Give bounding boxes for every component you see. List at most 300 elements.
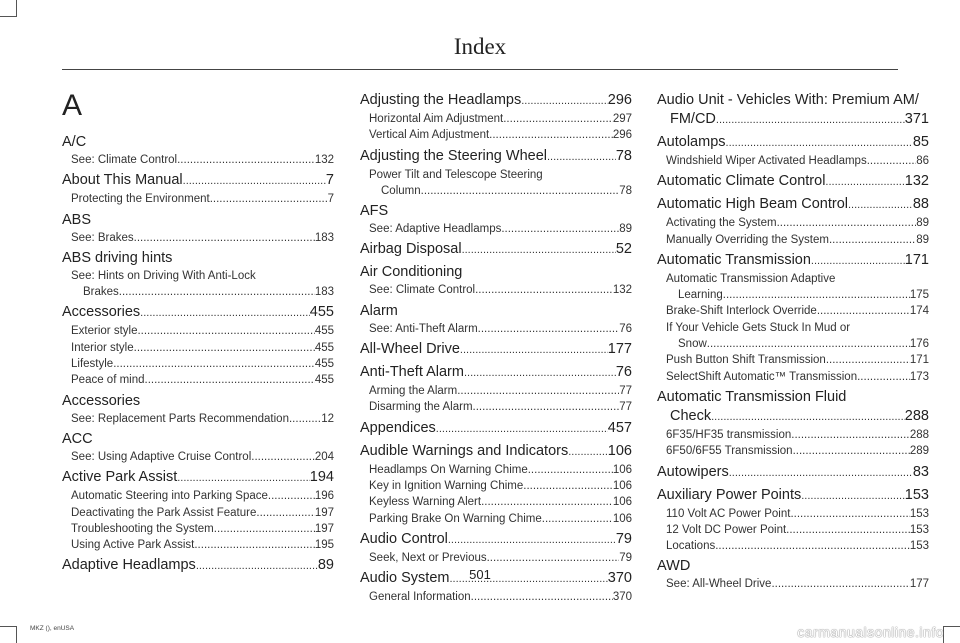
entry-text: Snow — [678, 338, 707, 351]
dot-leader — [478, 321, 620, 337]
index-entry — [657, 388, 929, 427]
entry-text: Autolamps — [657, 134, 726, 150]
entry-text: Key in Ignition Warning Chime — [369, 479, 524, 492]
dot-leader — [568, 443, 608, 462]
index-column-3 — [657, 88, 929, 593]
index-subentry — [360, 494, 632, 510]
page-reference: 78 — [619, 184, 632, 197]
entry-line — [360, 147, 632, 167]
entry-text: ABS — [62, 211, 92, 228]
entry-text: Auxiliary Power Points — [657, 486, 802, 503]
page-reference: 183 — [314, 231, 334, 244]
entry-line — [360, 302, 632, 321]
entry-text: Exterior style — [71, 325, 138, 338]
page-reference: 132 — [904, 173, 929, 190]
entry-line — [657, 91, 929, 110]
entry-text: Autowipers — [657, 463, 729, 480]
dot-leader — [723, 287, 910, 303]
entry-text: Disarming the Alarm — [369, 401, 473, 414]
subentry-line — [360, 127, 632, 143]
page-reference: 370 — [612, 591, 632, 604]
entry-text: Audible Warnings and Indicators — [360, 442, 569, 459]
dot-leader — [457, 383, 619, 399]
index-entry — [360, 302, 632, 321]
index-subentry — [62, 521, 334, 537]
entry-text: Air Conditioning — [360, 264, 463, 281]
entry-text: About This Manual — [62, 172, 183, 189]
entry-text: Automatic Transmission Fluid — [657, 388, 847, 405]
dot-leader — [210, 191, 328, 207]
crop-mark-bottom-left — [0, 626, 17, 643]
entry-text: AFS — [360, 203, 389, 220]
entry-text: All-Wheel Drive — [360, 341, 460, 358]
dot-leader — [177, 469, 310, 488]
index-subentry — [62, 449, 334, 465]
entry-text: Keyless Warning Alert — [369, 496, 482, 509]
page-reference: 7 — [325, 172, 334, 189]
entry-line — [657, 407, 929, 427]
page-number: 501 — [469, 567, 491, 582]
subentry-line — [360, 478, 632, 494]
watermark: carmanualsonline.info — [797, 624, 944, 640]
subentry-line — [62, 323, 334, 339]
page-reference: 89 — [619, 223, 632, 236]
dot-leader — [256, 505, 314, 521]
subentry-line — [657, 153, 929, 169]
page-reference: 106 — [612, 479, 632, 492]
page-reference: 288 — [904, 407, 929, 424]
dot-leader — [462, 241, 616, 260]
entry-text: Appendices — [360, 419, 436, 436]
page-reference: 197 — [314, 522, 334, 535]
dot-leader — [848, 196, 913, 215]
entry-text: Vertical Aim Adjustment — [369, 129, 490, 142]
index-subentry — [360, 550, 632, 566]
entry-line — [360, 263, 632, 282]
entry-line — [62, 430, 334, 449]
page-reference: 153 — [909, 507, 929, 520]
entry-text: See: Climate Control — [71, 154, 178, 166]
index-subentry — [62, 152, 334, 168]
dot-leader — [134, 230, 315, 246]
index-entry — [360, 442, 632, 462]
subentry-line — [360, 383, 632, 399]
dot-leader — [793, 443, 910, 459]
dot-leader — [829, 232, 916, 248]
dot-leader — [521, 92, 608, 111]
page-reference: 52 — [615, 241, 632, 258]
index-subentry — [62, 340, 334, 356]
entry-text: Audio System — [360, 570, 450, 587]
dot-leader — [826, 352, 910, 368]
page-reference: 83 — [912, 463, 929, 480]
dot-leader — [707, 336, 910, 352]
entry-text: Audio Unit - Vehicles With: Premium AM/ — [657, 92, 919, 108]
page-reference: 77 — [619, 401, 632, 414]
page-reference: 297 — [612, 113, 632, 125]
index-entry — [657, 91, 929, 130]
entry-text: ACC — [62, 430, 93, 447]
subentry-line — [360, 183, 632, 199]
entry-text: Learning — [678, 289, 723, 302]
page-reference: 153 — [909, 523, 929, 536]
page-reference: 171 — [904, 251, 929, 268]
dot-leader — [523, 478, 613, 494]
entry-text: 12 Volt DC Power Point — [666, 523, 787, 536]
index-subentry — [62, 356, 334, 372]
index-entry — [360, 419, 632, 439]
subentry-line — [62, 505, 334, 521]
entry-text: Check — [670, 407, 712, 424]
page-reference: 153 — [909, 540, 929, 553]
entry-text: Lifestyle — [71, 358, 114, 371]
dot-leader — [726, 134, 913, 153]
section-letter: A — [62, 89, 83, 122]
subentry-line — [657, 506, 929, 522]
entry-line — [62, 171, 334, 191]
page-reference: 455 — [314, 325, 334, 338]
index-subentry — [657, 522, 929, 538]
index-entry — [360, 202, 632, 221]
entry-text: SelectShift Automatic™ Transmission — [666, 370, 858, 383]
entry-line — [360, 340, 632, 360]
dot-leader — [825, 173, 904, 192]
dot-leader — [489, 127, 613, 143]
dot-leader — [817, 303, 910, 319]
page-reference: 88 — [912, 196, 929, 213]
page-reference: 370 — [607, 570, 632, 587]
entry-text: Parking Brake On Warning Chime — [369, 512, 542, 525]
page-reference: 455 — [314, 341, 334, 354]
entry-text: See: Using Adaptive Cruise Control — [71, 450, 252, 463]
dot-leader — [214, 521, 315, 537]
index-subentry — [62, 372, 334, 388]
subentry-line — [360, 511, 632, 527]
dot-leader — [137, 323, 314, 339]
subentry-line — [360, 282, 632, 298]
entry-text: A/C — [62, 134, 87, 150]
page-reference: 176 — [909, 338, 929, 351]
entry-text: ABS driving hints — [62, 249, 173, 266]
index-entry — [62, 249, 334, 268]
index-entry — [360, 263, 632, 282]
dot-leader — [716, 111, 905, 130]
index-entry — [360, 147, 632, 167]
subentry-line — [62, 537, 334, 553]
page-reference: 79 — [619, 551, 632, 564]
index-entry — [62, 133, 334, 152]
index-subentry — [360, 321, 632, 337]
entry-line — [62, 211, 334, 230]
subentry-line — [360, 589, 632, 605]
dot-leader — [421, 183, 620, 199]
entry-text: Anti-Theft Alarm — [360, 364, 464, 381]
subentry-line — [360, 221, 632, 237]
index-subentry — [62, 488, 334, 504]
crop-mark-bottom-right — [943, 626, 960, 643]
index-entry — [62, 171, 334, 191]
dot-leader — [501, 221, 619, 237]
entry-text: See: Anti-Theft Alarm — [369, 322, 478, 335]
index-entry — [657, 172, 929, 192]
subentry-line — [657, 443, 929, 459]
entry-line — [62, 468, 334, 488]
dot-leader — [528, 462, 613, 478]
dot-leader — [503, 111, 613, 127]
page-reference: 153 — [904, 486, 929, 503]
index-subentry — [360, 462, 632, 478]
entry-text: 6F35/HF35 transmission — [666, 428, 792, 441]
index-subentry — [657, 153, 929, 169]
page-reference: 171 — [909, 354, 929, 367]
page-reference: 175 — [909, 289, 929, 302]
dot-leader — [857, 369, 910, 385]
index-subentry — [657, 303, 929, 319]
entry-text: Adjusting the Steering Wheel — [360, 147, 547, 164]
page-reference: 177 — [909, 578, 929, 591]
page-reference: 457 — [607, 419, 632, 436]
crop-mark-top-left — [0, 0, 17, 17]
dot-leader — [729, 464, 913, 483]
index-entry — [62, 468, 334, 488]
page-reference: 183 — [314, 286, 334, 299]
index-entry — [657, 251, 929, 271]
subentry-line — [62, 340, 334, 356]
entry-text: Activating the System — [666, 217, 777, 230]
dot-leader — [268, 488, 315, 504]
dot-leader — [801, 487, 905, 506]
entry-text: See: Adaptive Headlamps — [369, 223, 502, 236]
index-subentry — [62, 268, 334, 301]
index-subentry — [62, 505, 334, 521]
page-reference: 195 — [314, 539, 334, 552]
entry-text: Arming the Alarm — [369, 385, 458, 398]
entry-text: AWD — [657, 558, 691, 575]
page-reference: 106 — [612, 512, 632, 525]
dot-leader — [791, 427, 910, 443]
index-entry — [360, 91, 632, 111]
page-reference: 288 — [909, 428, 929, 441]
dot-leader — [473, 399, 620, 415]
index-subentry — [657, 506, 929, 522]
dot-leader — [448, 531, 616, 550]
dot-leader — [547, 148, 616, 167]
index-subentry — [657, 215, 929, 231]
index-subentry — [360, 221, 632, 237]
entry-text: 110 Volt AC Power Point — [666, 507, 791, 520]
entry-line — [62, 133, 334, 152]
dot-leader — [790, 506, 909, 522]
entry-text: Peace of mind — [71, 374, 145, 387]
entry-text: Locations — [666, 540, 716, 553]
entry-line — [360, 530, 632, 550]
page-reference: 89 — [317, 557, 334, 574]
subentry-line — [360, 321, 632, 337]
page-reference: 371 — [904, 111, 929, 127]
index-column-1 — [62, 88, 334, 576]
index-subentry — [360, 282, 632, 298]
dot-leader — [140, 304, 310, 323]
page-reference: 86 — [916, 155, 929, 167]
entry-text: Column — [381, 184, 421, 197]
entry-line — [360, 202, 632, 221]
dot-leader — [251, 449, 315, 465]
page-reference: 196 — [314, 490, 334, 503]
subentry-line — [657, 271, 929, 287]
entry-text: Push Button Shift Transmission — [666, 354, 826, 367]
subentry-line — [360, 462, 632, 478]
index-entry — [657, 195, 929, 215]
subentry-line — [62, 372, 334, 388]
page-reference: 204 — [314, 450, 334, 463]
entry-text: Automatic Climate Control — [657, 173, 826, 190]
entry-text: Power Tilt and Telescope Steering — [369, 168, 543, 181]
dot-leader — [145, 372, 315, 388]
dot-leader — [715, 538, 910, 554]
index-entry — [657, 486, 929, 506]
index-subentry — [657, 352, 929, 368]
document-code: MKZ (), enUSA — [30, 625, 75, 632]
dot-leader — [542, 511, 613, 527]
subentry-line — [657, 232, 929, 248]
entry-text: Windshield Wiper Activated Headlamps — [666, 155, 867, 167]
dot-leader — [194, 537, 314, 553]
subentry-line — [360, 550, 632, 566]
dot-leader — [867, 153, 917, 169]
entry-text: 6F50/6F55 Transmission — [666, 445, 793, 458]
subentry-line — [657, 369, 929, 385]
dot-leader — [811, 252, 905, 271]
entry-text: Headlamps On Warning Chime — [369, 463, 528, 476]
page-reference: 106 — [612, 463, 632, 476]
dot-leader — [487, 550, 620, 566]
entry-text: Accessories — [62, 392, 141, 409]
index-subentry — [360, 167, 632, 200]
index-subentry — [360, 511, 632, 527]
entry-line — [657, 251, 929, 271]
entry-line — [360, 419, 632, 439]
subentry-line — [62, 284, 334, 300]
index-subentry — [657, 320, 929, 353]
entry-line — [657, 172, 929, 192]
entry-line — [657, 463, 929, 483]
subentry-line — [62, 521, 334, 537]
index-entry — [657, 463, 929, 483]
index-subentry — [657, 538, 929, 554]
dot-leader — [119, 284, 315, 300]
entry-text: Using Active Park Assist — [71, 539, 195, 552]
dot-leader — [134, 340, 315, 356]
subentry-line — [657, 522, 929, 538]
entry-line — [62, 303, 334, 323]
page-title: Index — [453, 34, 507, 59]
index-entry — [360, 363, 632, 383]
subentry-line — [657, 287, 929, 303]
entry-line — [657, 195, 929, 215]
dot-leader — [777, 215, 917, 231]
entry-text: Audio Control — [360, 530, 448, 547]
page-reference: 79 — [615, 530, 632, 547]
subentry-line — [62, 152, 334, 168]
page-reference: 194 — [309, 469, 334, 486]
entry-text: Adjusting the Headlamps — [360, 92, 522, 108]
entry-text: Deactivating the Park Assist Feature — [71, 506, 257, 519]
page-reference: 174 — [909, 305, 929, 318]
index-entry — [657, 133, 929, 153]
entry-line — [657, 486, 929, 506]
subentry-line — [657, 538, 929, 554]
page-reference: 106 — [612, 496, 632, 509]
subentry-line — [657, 336, 929, 352]
entry-text: See: Brakes — [71, 231, 134, 244]
page-reference: 89 — [916, 217, 929, 230]
index-subentry — [657, 443, 929, 459]
subentry-line — [360, 167, 632, 183]
entry-line — [360, 442, 632, 462]
dot-leader — [183, 172, 326, 191]
subentry-line — [62, 449, 334, 465]
entry-text: See: All-Wheel Drive — [666, 578, 772, 591]
subentry-line — [62, 411, 334, 427]
page-reference: 132 — [612, 284, 632, 297]
subentry-line — [62, 230, 334, 246]
index-entry — [360, 340, 632, 360]
index-subentry — [62, 411, 334, 427]
entry-text: See: Climate Control — [369, 284, 476, 297]
header-divider — [62, 69, 898, 70]
entry-text: Active Park Assist — [62, 469, 178, 486]
entry-text: General Information — [369, 591, 471, 604]
entry-text: Protecting the Environment — [71, 193, 210, 206]
index-entry — [62, 303, 334, 323]
dot-leader — [464, 364, 616, 383]
page-reference: 455 — [314, 374, 334, 387]
page-reference: 78 — [615, 147, 632, 164]
subentry-line — [62, 268, 334, 284]
page-reference: 455 — [309, 304, 334, 321]
index-subentry — [360, 127, 632, 143]
subentry-line — [62, 356, 334, 372]
entry-line — [657, 110, 929, 130]
entry-text: Brakes — [83, 286, 119, 299]
entry-text: Brake-Shift Interlock Override — [666, 305, 817, 318]
entry-text: Seek, Next or Previous — [369, 551, 487, 564]
index-subentry — [62, 537, 334, 553]
index-column-2 — [360, 88, 632, 605]
subentry-line — [657, 427, 929, 443]
page-reference: 89 — [916, 233, 929, 246]
entry-text: Troubleshooting the System — [71, 522, 214, 535]
entry-line — [360, 363, 632, 383]
index-entry — [62, 392, 334, 411]
index-subentry — [360, 589, 632, 605]
index-subentry — [62, 191, 334, 207]
entry-text: Automatic High Beam Control — [657, 196, 848, 213]
entry-line — [360, 240, 632, 260]
entry-text: Alarm — [360, 302, 398, 319]
index-subentry — [62, 230, 334, 246]
page-reference: 77 — [619, 385, 632, 398]
entry-line — [62, 392, 334, 411]
index-entry — [360, 240, 632, 260]
index-subentry — [62, 323, 334, 339]
page-reference: 289 — [909, 445, 929, 458]
entry-text: Automatic Steering into Parking Space — [71, 490, 268, 503]
subentry-line — [62, 488, 334, 504]
subentry-line — [360, 399, 632, 415]
page-reference: 76 — [615, 364, 632, 381]
entry-text: FM/CD — [670, 111, 716, 127]
